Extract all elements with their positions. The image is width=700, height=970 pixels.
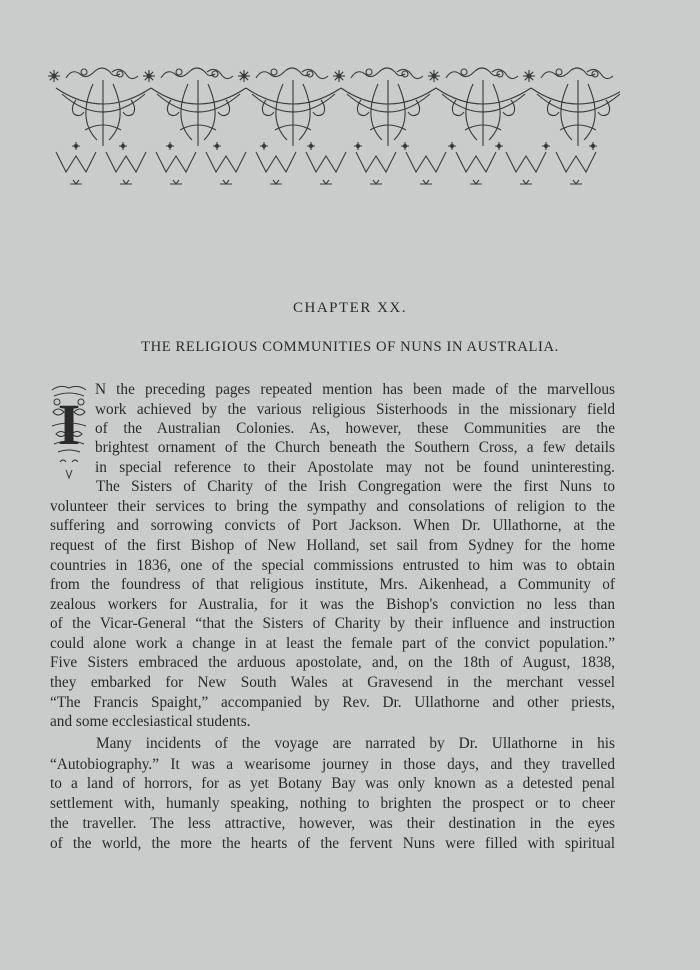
text-line: volunteer their services to bring the sympathy and consolations of religion to the bbox=[50, 498, 615, 515]
text-line: “Autobiography.” It was a wearisome journey in those days, and they travelled bbox=[50, 756, 615, 773]
text-line: brightest ornament of the Church beneath the Southern Cross, a few details bbox=[95, 439, 615, 456]
chapter-title: THE RELIGIOUS COMMUNITIES OF NUNS IN AUSTRALIA. bbox=[141, 339, 559, 355]
text-line: Five Sisters embraced the arduous apostolate, and, on the 18th of August, 1838, bbox=[50, 654, 615, 671]
text-line: of the Vicar-General “that the Sisters of Charity by their influence and instruction bbox=[50, 615, 615, 632]
ornamental-drop-cap bbox=[48, 382, 90, 480]
text-line: suffering and sorrowing convicts of Port Jackson. When Dr. Ullathorne, at the bbox=[50, 517, 615, 534]
chapter-number: CHAPTER XX. bbox=[292, 300, 407, 316]
text-line: to a land of horrors, for as yet Botany Bay was only known as a detested penal bbox=[50, 775, 615, 792]
text-line: they embarked for New South Wales at Gravesend in the merchant vessel bbox=[50, 674, 615, 691]
text-line: request of the first Bishop of New Holland, set sail from Sydney for the home bbox=[50, 537, 615, 554]
text-line: N the preceding pages repeated mention has been made of the marvellous bbox=[95, 381, 615, 398]
text-line: and some ecclesiastical students. bbox=[50, 713, 251, 730]
text-line: the traveller. The less attractive, however, was their destination in the eyes bbox=[50, 815, 615, 832]
text-line: zealous workers for Australia, for it was the Bishop's conviction no less than bbox=[50, 596, 615, 613]
text-line: from the foundress of that religious institute, Mrs. Aikenhead, a Community of bbox=[50, 576, 615, 593]
text-line: work achieved by the various religious Sisterhoods in the missionary field bbox=[95, 401, 615, 418]
text-line: could alone work a change in at least the female part of the convict population.” bbox=[50, 635, 615, 652]
text-line: of the world, the more the hearts of the fervent Nuns were filled with spiritual bbox=[50, 835, 615, 852]
text-line: in special reference to their Apostolate may not be found uninteresting. bbox=[95, 459, 615, 476]
text-line: Many incidents of the voyage are narrated by Dr. Ullathorne in his bbox=[96, 735, 615, 752]
drop-cap-letter: I bbox=[57, 392, 81, 457]
text-line: “The Francis Spaight,” accompanied by Rev. Dr. Ullathorne and other priests, bbox=[50, 694, 615, 711]
text-line: The Sisters of Charity of the Irish Congregation were the first Nuns to bbox=[96, 478, 615, 495]
text-line: countries in 1836, one of the special commissions entrusted to him was to obtain bbox=[50, 557, 615, 574]
decorative-headpiece-ornament bbox=[46, 60, 620, 200]
text-line: settlement with, humanly speaking, nothing to brighten the prospect or to cheer bbox=[50, 795, 615, 812]
text-line: of the Australian Colonies. As, however, these Communities are the bbox=[95, 420, 615, 437]
